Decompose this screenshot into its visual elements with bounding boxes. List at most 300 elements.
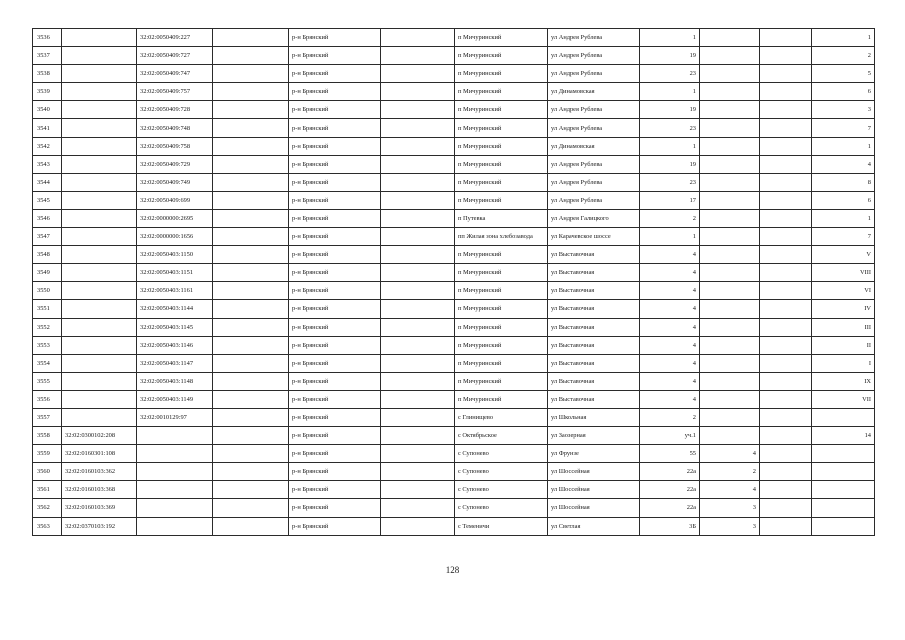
table-cell: р-н Брянский <box>289 481 381 499</box>
table-cell: 32:02:0050403:1149 <box>137 390 213 408</box>
table-cell: 32:02:0050409:748 <box>137 119 213 137</box>
table-cell: ул Выставочная <box>548 336 640 354</box>
table-cell <box>62 264 137 282</box>
table-cell: 32:02:0000000:2695 <box>137 209 213 227</box>
table-cell: р-н Брянский <box>289 101 381 119</box>
table-cell: ул Динамовская <box>548 83 640 101</box>
table-cell: 32:02:0050409:757 <box>137 83 213 101</box>
table-cell: п Мичуринский <box>455 47 548 65</box>
table-cell: 32:02:0050403:1147 <box>137 354 213 372</box>
table-cell <box>137 427 213 445</box>
table-cell <box>213 390 289 408</box>
table-cell: 3 <box>812 101 875 119</box>
table-cell <box>62 101 137 119</box>
table-cell: п Мичуринский <box>455 155 548 173</box>
table-cell: 3562 <box>33 499 62 517</box>
table-cell: IV <box>812 300 875 318</box>
table-cell: 4 <box>640 300 700 318</box>
table-cell <box>381 499 455 517</box>
table-cell <box>700 427 760 445</box>
table-cell: п Мичуринский <box>455 65 548 83</box>
table-row <box>33 264 875 282</box>
table-row <box>33 354 875 372</box>
table-cell <box>62 282 137 300</box>
table-cell <box>760 101 812 119</box>
table-row <box>33 408 875 426</box>
table-cell <box>62 300 137 318</box>
table-cell: 23 <box>640 119 700 137</box>
table-cell <box>700 155 760 173</box>
table-cell <box>760 517 812 535</box>
table-cell <box>760 463 812 481</box>
table-cell <box>700 83 760 101</box>
table-cell: ул Заозерная <box>548 427 640 445</box>
table-cell: 3543 <box>33 155 62 173</box>
table-cell: р-н Брянский <box>289 517 381 535</box>
table-cell: 4 <box>700 481 760 499</box>
table-cell <box>700 408 760 426</box>
table-cell: 32:02:0160103:368 <box>62 481 137 499</box>
table-cell: ул Карачевское шоссе <box>548 228 640 246</box>
table-cell <box>381 29 455 47</box>
table-cell: 3Б <box>640 517 700 535</box>
table-cell: VII <box>812 390 875 408</box>
table-cell: р-н Брянский <box>289 463 381 481</box>
table-cell <box>381 47 455 65</box>
table-cell: 3553 <box>33 336 62 354</box>
table-cell: п Мичуринский <box>455 191 548 209</box>
land-registry-table <box>32 28 875 536</box>
table-cell <box>760 318 812 336</box>
table-cell: р-н Брянский <box>289 372 381 390</box>
table-cell: ул Школьная <box>548 408 640 426</box>
table-cell: ул Выставочная <box>548 318 640 336</box>
table-cell: 3536 <box>33 29 62 47</box>
table-cell <box>381 427 455 445</box>
table-cell: п Мичуринский <box>455 264 548 282</box>
table-cell <box>760 47 812 65</box>
table-cell: 4 <box>640 318 700 336</box>
table-row <box>33 65 875 83</box>
table-cell: р-н Брянский <box>289 191 381 209</box>
table-cell: 32:02:0050409:699 <box>137 191 213 209</box>
table-cell: 1 <box>812 137 875 155</box>
table-cell <box>760 137 812 155</box>
table-cell <box>381 408 455 426</box>
table-cell <box>760 445 812 463</box>
table-cell <box>213 65 289 83</box>
table-cell <box>381 372 455 390</box>
table-cell <box>700 318 760 336</box>
table-row <box>33 517 875 535</box>
table-cell: 8 <box>812 173 875 191</box>
table-cell: 3554 <box>33 354 62 372</box>
table-cell: п Мичуринский <box>455 300 548 318</box>
table-row <box>33 83 875 101</box>
table-cell: с Глинищево <box>455 408 548 426</box>
table-cell: ул Андрея Галицкого <box>548 209 640 227</box>
table-cell <box>381 246 455 264</box>
table-cell: 3552 <box>33 318 62 336</box>
table-row <box>33 282 875 300</box>
table-cell: ул Шоссейная <box>548 499 640 517</box>
table-cell: I <box>812 354 875 372</box>
table-cell <box>213 228 289 246</box>
table-cell <box>760 499 812 517</box>
table-cell: 23 <box>640 173 700 191</box>
table-cell: 22а <box>640 499 700 517</box>
table-cell: 3 <box>700 499 760 517</box>
table-cell <box>700 264 760 282</box>
table-cell <box>213 119 289 137</box>
table-cell <box>760 83 812 101</box>
table-cell <box>62 209 137 227</box>
table-cell <box>381 336 455 354</box>
table-cell <box>381 318 455 336</box>
table-cell <box>381 65 455 83</box>
table-cell: 4 <box>640 264 700 282</box>
table-cell <box>700 173 760 191</box>
table-cell: 32:02:0160103:369 <box>62 499 137 517</box>
table-cell: п Мичуринский <box>455 101 548 119</box>
table-cell <box>213 427 289 445</box>
table-cell: 3559 <box>33 445 62 463</box>
table-cell: ул Андрея Рублева <box>548 155 640 173</box>
table-cell <box>700 209 760 227</box>
table-cell <box>381 264 455 282</box>
table-cell: 4 <box>640 336 700 354</box>
table-cell: 3556 <box>33 390 62 408</box>
table-cell: 32:02:0000000:1656 <box>137 228 213 246</box>
table-cell <box>700 336 760 354</box>
table-cell: р-н Брянский <box>289 47 381 65</box>
table-cell: п Мичуринский <box>455 29 548 47</box>
table-cell: 3544 <box>33 173 62 191</box>
table-cell <box>213 155 289 173</box>
table-cell: ул Андрея Рублева <box>548 101 640 119</box>
table-cell: ул Выставочная <box>548 390 640 408</box>
table-row <box>33 372 875 390</box>
table-cell: 32:02:0050409:728 <box>137 101 213 119</box>
table-cell: 4 <box>640 282 700 300</box>
table-row <box>33 228 875 246</box>
table-cell <box>62 173 137 191</box>
table-cell: с Октябрьское <box>455 427 548 445</box>
table-cell <box>812 463 875 481</box>
table-cell: 17 <box>640 191 700 209</box>
table-cell <box>381 517 455 535</box>
table-cell: 2 <box>640 209 700 227</box>
table-cell <box>760 29 812 47</box>
table-cell: 3541 <box>33 119 62 137</box>
table-cell <box>62 408 137 426</box>
table-cell <box>381 83 455 101</box>
table-cell: 32:02:0160103:362 <box>62 463 137 481</box>
table-cell <box>381 354 455 372</box>
table-cell: р-н Брянский <box>289 264 381 282</box>
table-cell <box>213 101 289 119</box>
table-cell <box>700 390 760 408</box>
table-cell: р-н Брянский <box>289 155 381 173</box>
table-cell: 1 <box>812 29 875 47</box>
table-cell <box>62 47 137 65</box>
table-cell: III <box>812 318 875 336</box>
table-cell: уч.1 <box>640 427 700 445</box>
table-cell <box>700 29 760 47</box>
table-cell: 7 <box>812 119 875 137</box>
table-cell: ул Андрея Рублева <box>548 29 640 47</box>
table-cell: с Супонево <box>455 445 548 463</box>
table-cell <box>137 445 213 463</box>
table-cell <box>213 372 289 390</box>
table-cell: 23 <box>640 65 700 83</box>
table-cell <box>62 65 137 83</box>
table-cell: 3550 <box>33 282 62 300</box>
table-cell: 4 <box>700 445 760 463</box>
table-cell: р-н Брянский <box>289 137 381 155</box>
table-cell <box>700 101 760 119</box>
table-cell: п Мичуринский <box>455 173 548 191</box>
table-cell: V <box>812 246 875 264</box>
table-cell <box>760 155 812 173</box>
table-cell <box>381 282 455 300</box>
table-row <box>33 47 875 65</box>
table-cell: ул Выставочная <box>548 300 640 318</box>
table-cell <box>700 228 760 246</box>
table-cell: 32:02:0050403:1145 <box>137 318 213 336</box>
table-cell: ул Андрея Рублева <box>548 65 640 83</box>
table-cell: VI <box>812 282 875 300</box>
table-cell: 32:02:0050403:1146 <box>137 336 213 354</box>
table-cell: II <box>812 336 875 354</box>
table-cell <box>213 463 289 481</box>
table-cell: п Мичуринский <box>455 119 548 137</box>
table-row <box>33 155 875 173</box>
table-row <box>33 318 875 336</box>
table-cell: р-н Брянский <box>289 65 381 83</box>
table-row <box>33 137 875 155</box>
table-cell <box>62 29 137 47</box>
table-cell <box>760 65 812 83</box>
table-cell <box>760 481 812 499</box>
table-cell <box>760 390 812 408</box>
table-cell: 19 <box>640 155 700 173</box>
table-cell: р-н Брянский <box>289 318 381 336</box>
table-row <box>33 445 875 463</box>
table-cell <box>812 517 875 535</box>
table-cell: р-н Брянский <box>289 29 381 47</box>
table-cell: пп Жилая зона хлебозавода <box>455 228 548 246</box>
table-cell <box>381 228 455 246</box>
table-cell <box>700 282 760 300</box>
table-cell <box>760 408 812 426</box>
table-cell <box>137 517 213 535</box>
table-cell: 4 <box>640 390 700 408</box>
table-body <box>33 29 875 536</box>
table-cell <box>213 499 289 517</box>
table-row <box>33 173 875 191</box>
table-cell: р-н Брянский <box>289 282 381 300</box>
table-cell <box>381 445 455 463</box>
table-cell <box>381 137 455 155</box>
table-cell <box>812 481 875 499</box>
table-cell <box>62 318 137 336</box>
table-cell <box>213 318 289 336</box>
table-cell <box>760 264 812 282</box>
table-cell <box>812 408 875 426</box>
table-cell: 3563 <box>33 517 62 535</box>
table-cell: 1 <box>640 83 700 101</box>
table-cell: п Мичуринский <box>455 354 548 372</box>
table-cell <box>700 137 760 155</box>
table-row <box>33 300 875 318</box>
table-cell: 32:02:0050409:747 <box>137 65 213 83</box>
table-cell: 3538 <box>33 65 62 83</box>
table-cell: п Мичуринский <box>455 83 548 101</box>
table-cell: 6 <box>812 83 875 101</box>
table-cell: 2 <box>812 47 875 65</box>
table-row <box>33 119 875 137</box>
table-cell: 3537 <box>33 47 62 65</box>
table-cell <box>760 173 812 191</box>
table-cell: п Мичуринский <box>455 137 548 155</box>
table-cell: р-н Брянский <box>289 408 381 426</box>
table-cell: р-н Брянский <box>289 83 381 101</box>
table-cell <box>812 445 875 463</box>
table-cell <box>381 191 455 209</box>
table-cell <box>213 445 289 463</box>
table-cell: р-н Брянский <box>289 173 381 191</box>
table-cell <box>137 481 213 499</box>
table-cell: ул Андрея Рублева <box>548 119 640 137</box>
table-cell <box>213 481 289 499</box>
table-cell <box>213 336 289 354</box>
table-cell: 5 <box>812 65 875 83</box>
table-cell: 32:02:0050403:1150 <box>137 246 213 264</box>
table-cell: р-н Брянский <box>289 390 381 408</box>
table-cell: 4 <box>640 372 700 390</box>
table-cell <box>62 137 137 155</box>
table-row <box>33 336 875 354</box>
table-cell: р-н Брянский <box>289 336 381 354</box>
table-cell <box>700 47 760 65</box>
table-cell: 3557 <box>33 408 62 426</box>
table-cell <box>812 499 875 517</box>
table-cell <box>760 427 812 445</box>
table-cell: 55 <box>640 445 700 463</box>
table-row <box>33 191 875 209</box>
table-cell: р-н Брянский <box>289 119 381 137</box>
table-cell <box>381 300 455 318</box>
table-cell: 1 <box>640 29 700 47</box>
table-cell: 19 <box>640 101 700 119</box>
table-cell <box>760 246 812 264</box>
table-cell: с Теменичи <box>455 517 548 535</box>
table-cell: 3551 <box>33 300 62 318</box>
table-cell <box>760 372 812 390</box>
table-cell: 4 <box>640 246 700 264</box>
table-cell: ул Выставочная <box>548 372 640 390</box>
table-cell <box>62 390 137 408</box>
table-cell <box>760 228 812 246</box>
table-cell <box>213 137 289 155</box>
table-cell: п Мичуринский <box>455 372 548 390</box>
table-cell: 4 <box>640 354 700 372</box>
table-cell: р-н Брянский <box>289 354 381 372</box>
table-cell <box>62 354 137 372</box>
table-cell: 3560 <box>33 463 62 481</box>
table-cell <box>760 354 812 372</box>
table-cell: 32:02:0300102:208 <box>62 427 137 445</box>
table-cell: 32:02:0160301:108 <box>62 445 137 463</box>
table-cell <box>213 83 289 101</box>
table-cell: с Супонево <box>455 499 548 517</box>
table-row <box>33 29 875 47</box>
table-cell: р-н Брянский <box>289 445 381 463</box>
table-cell <box>213 209 289 227</box>
table-cell: 32:02:0050403:1151 <box>137 264 213 282</box>
table-cell <box>381 173 455 191</box>
table-cell: 3555 <box>33 372 62 390</box>
table-cell <box>213 300 289 318</box>
table-cell: 3545 <box>33 191 62 209</box>
table-cell: р-н Брянский <box>289 209 381 227</box>
table-cell: 32:02:0010129:97 <box>137 408 213 426</box>
table-cell <box>213 246 289 264</box>
table-cell <box>213 354 289 372</box>
table-row <box>33 101 875 119</box>
table-cell: 3 <box>700 517 760 535</box>
table-cell <box>760 300 812 318</box>
table-cell <box>62 336 137 354</box>
table-cell: 32:02:0050403:1148 <box>137 372 213 390</box>
table-row <box>33 246 875 264</box>
table-cell <box>760 336 812 354</box>
table-row <box>33 499 875 517</box>
table-cell: п Мичуринский <box>455 282 548 300</box>
table-cell: р-н Брянский <box>289 427 381 445</box>
table-cell <box>700 191 760 209</box>
table-cell: 3542 <box>33 137 62 155</box>
table-cell: 2 <box>700 463 760 481</box>
table-cell: 32:02:0050403:1161 <box>137 282 213 300</box>
table-cell <box>760 282 812 300</box>
table-cell: п Мичуринский <box>455 336 548 354</box>
table-cell: ул Шоссейная <box>548 463 640 481</box>
table-cell: п Мичуринский <box>455 318 548 336</box>
table-cell <box>381 119 455 137</box>
table-cell <box>381 155 455 173</box>
table-cell: ул Андрея Рублева <box>548 47 640 65</box>
page-number: 128 <box>445 565 460 575</box>
table-cell <box>62 83 137 101</box>
table-cell <box>137 463 213 481</box>
table-cell <box>760 191 812 209</box>
table-cell: ул Выставочная <box>548 282 640 300</box>
table-cell <box>62 228 137 246</box>
table-cell: 32:02:0050403:1144 <box>137 300 213 318</box>
table-cell: ул Андрея Рублева <box>548 191 640 209</box>
table-cell <box>213 173 289 191</box>
table-cell <box>381 209 455 227</box>
table-cell: п Мичуринский <box>455 246 548 264</box>
table-cell: 6 <box>812 191 875 209</box>
table-cell: 32:02:0050409:758 <box>137 137 213 155</box>
table-row <box>33 390 875 408</box>
table-cell: 22а <box>640 481 700 499</box>
table-cell: 3540 <box>33 101 62 119</box>
table-cell <box>760 119 812 137</box>
